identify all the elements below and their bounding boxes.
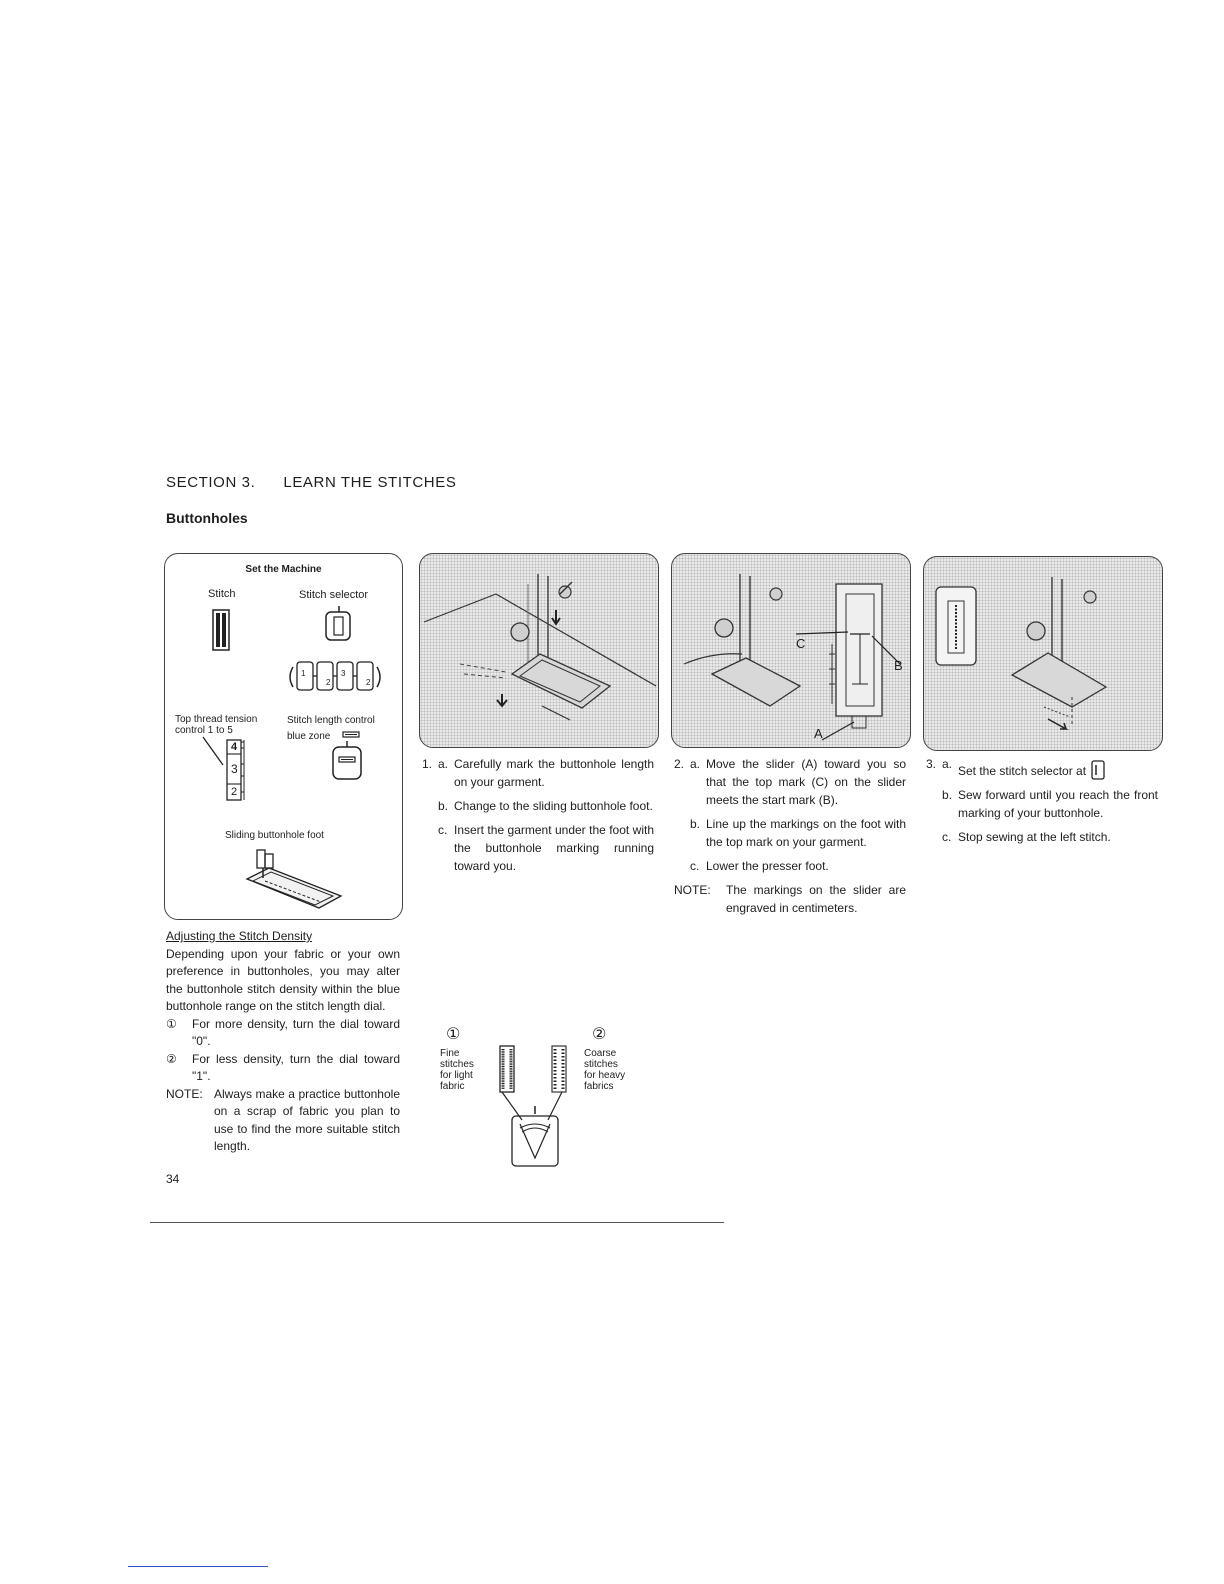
sew-forward-drawing: [924, 557, 1162, 750]
page-subtitle: Buttonholes: [166, 510, 248, 526]
section-label: SECTION: [166, 474, 237, 491]
step3-illustration: [923, 556, 1163, 751]
sliding-buttonhole-foot-icon: [165, 554, 402, 919]
list-item: b. Line up the markings on the foot with the top mark on your garment.: [690, 817, 906, 849]
callout-a: A: [814, 726, 823, 741]
step1-instructions: [422, 755, 654, 881]
density-intro: Depending upon your fabric or your own preference in buttonholes, you may alter the buttonhole stitch density within the blue buttonhole range on the stitch length dial.: [166, 946, 400, 1013]
callout-c: C: [796, 636, 806, 651]
density-diagram: [436, 1024, 646, 1174]
selector-digit-1: 1: [301, 669, 306, 678]
selector-digit-3: 3: [341, 669, 346, 678]
density-dial-icon: [436, 1024, 646, 1174]
stitch-selector-label: Stitch selector: [299, 589, 369, 601]
list-item: ① For more density, turn the dial toward "0".: [166, 1016, 400, 1048]
page-number: 34: [166, 1172, 180, 1186]
stitch-density-section: [166, 928, 400, 1156]
section-name: LEARN THE STITCHES: [283, 474, 457, 491]
list-item: 3. a. Set the stitch selector at: [926, 755, 1158, 780]
list-item: b. Change to the sliding buttonhole foot.: [438, 799, 653, 813]
set-machine-panel: [164, 553, 403, 920]
selector-digit-2: 2: [326, 678, 331, 687]
list-item: c. Lower the presser foot.: [690, 859, 829, 873]
blue-zone-label: blue zone: [287, 731, 331, 742]
fine-label: Fine stitches for light fabric: [440, 1048, 474, 1092]
list-item: ② For less density, turn the dial toward "1".: [166, 1051, 400, 1083]
page-rule: [150, 1222, 724, 1223]
step2-instructions: [674, 755, 906, 917]
density-heading: Adjusting the Stitch Density: [166, 929, 313, 943]
step2-note: NOTE: The markings on the slider are engraved in centimeters.: [674, 883, 906, 915]
list-item: 1. a. Carefully mark the buttonhole length on your garment.: [422, 757, 654, 789]
coarse-marker: ②: [592, 1026, 607, 1043]
set-machine-title: Set the Machine: [245, 564, 322, 575]
stitch-length-label: Stitch length control: [287, 715, 375, 726]
step3-instructions: [926, 755, 1158, 852]
list-item: b. Sew forward until you reach the front marking of your buttonhole.: [942, 788, 1158, 820]
selector-digit-4: 2: [366, 678, 371, 687]
callout-b: B: [894, 658, 903, 673]
tension-digit-3: 3: [231, 762, 238, 776]
presser-foot-drawing: [420, 554, 658, 747]
sliding-foot-label: Sliding buttonhole foot: [225, 830, 324, 841]
list-item: c. Insert the garment under the foot with the buttonhole marking running toward you.: [438, 823, 654, 873]
selector-position-1-icon: [1091, 760, 1105, 780]
tension-label: Top thread tension control 1 to 5: [175, 714, 258, 736]
bottom-rule: [128, 1566, 268, 1567]
stitch-label: Stitch: [208, 588, 236, 600]
fine-marker: ①: [446, 1026, 461, 1043]
section-title: [166, 474, 456, 491]
list-item: c. Stop sewing at the left stitch.: [942, 830, 1111, 844]
section-number: 3.: [241, 474, 256, 491]
tension-digit-4: 4: [231, 741, 238, 753]
density-note: NOTE: Always make a practice buttonhole on a scrap of fabric you plan to use to find the more suitable stitch length.: [166, 1086, 400, 1153]
coarse-label: Coarse stitches for heavy fabrics: [584, 1048, 626, 1092]
list-item: 2. a. Move the slider (A) toward you so that the top mark (C) on the slider meets the start mark (B).: [674, 757, 906, 807]
tension-digit-2: 2: [231, 786, 238, 798]
step2-illustration: [671, 553, 911, 748]
step1-illustration: [419, 553, 659, 748]
slider-drawing: [672, 554, 910, 747]
